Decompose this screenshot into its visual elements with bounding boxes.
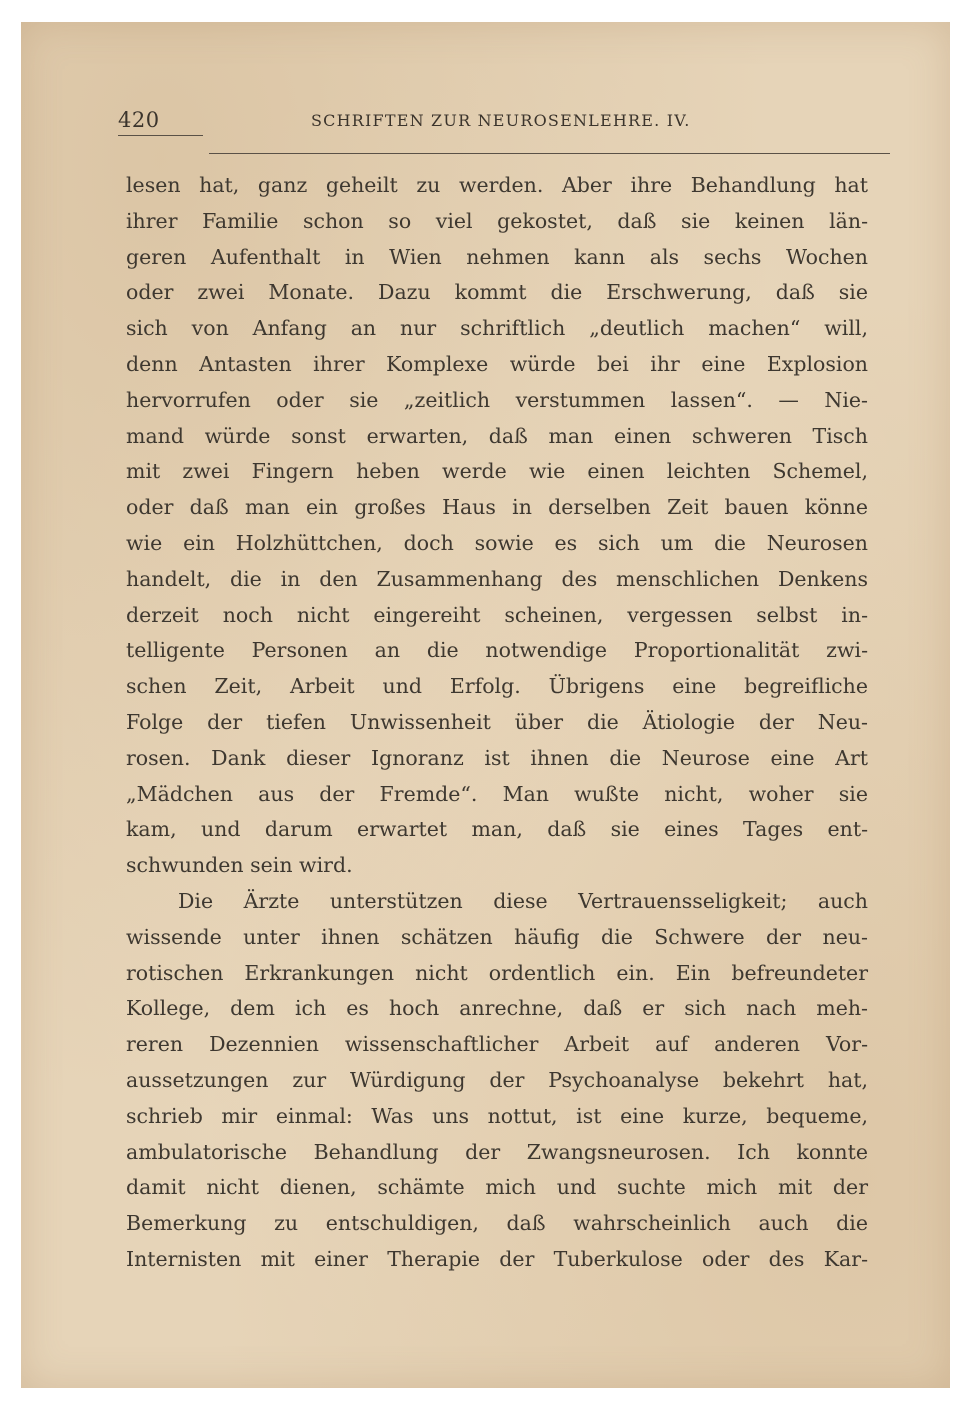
paragraph bbox=[126, 884, 868, 1278]
text-line: hervorrufen oder sie „zeitlich verstummen lassen“. — Nie- bbox=[126, 387, 868, 412]
text-line: kam, und darum erwartet man, daß sie eines Tages ent- bbox=[126, 817, 868, 842]
text-line: sich von Anfang an nur schriftlich „deutlich machen“ will, bbox=[126, 316, 868, 341]
text-line: wissende unter ihnen schätzen häufig die Schwere der neu- bbox=[126, 924, 868, 949]
running-title: SCHRIFTEN ZUR NEUROSENLEHRE. IV. bbox=[311, 111, 691, 130]
text-line: schrieb mir einmal: Was uns nottut, ist eine kurze, bequeme, bbox=[126, 1103, 868, 1128]
text-line: handelt, die in den Zusammenhang des menschlichen Denkens bbox=[126, 566, 868, 591]
text-line: damit nicht dienen, schämte mich und suchte mich mit der bbox=[126, 1175, 868, 1200]
text-line: wie ein Holzhüttchen, doch sowie es sich um die Neurosen bbox=[126, 530, 868, 555]
text-line: schwunden sein wird. bbox=[126, 853, 353, 878]
text-line: oder daß man ein großes Haus in derselben Zeit bauen könne bbox=[126, 495, 868, 520]
text-line: lesen hat, ganz geheilt zu werden. Aber ihre Behandlung hat bbox=[126, 173, 868, 197]
paragraph bbox=[126, 168, 868, 884]
header-rule-left bbox=[118, 135, 203, 136]
text-line: geren Aufenthalt in Wien nehmen kann als sechs Wochen bbox=[126, 244, 868, 269]
text-line: mand würde sonst erwarten, daß man einen schweren Tisch bbox=[126, 423, 868, 448]
text-line: Die Ärzte unterstützen diese Vertrauensseligkeit; auch bbox=[178, 888, 868, 913]
text-line: Internisten mit einer Therapie der Tuberkulose oder des Kar- bbox=[126, 1246, 868, 1271]
text-line: Kollege, dem ich es hoch anrechne, daß er sich nach meh- bbox=[126, 996, 868, 1021]
page-header bbox=[118, 108, 890, 136]
text-line: ihrer Familie schon so viel gekostet, daß sie keinen län- bbox=[126, 208, 868, 233]
text-line: rosen. Dank dieser Ignoranz ist ihnen die Neurose eine Art bbox=[126, 745, 868, 770]
text-line: reren Dezennien wissenschaftlicher Arbeit auf anderen Vor- bbox=[126, 1032, 868, 1057]
text-line: Bemerkung zu entschuldigen, daß wahrscheinlich auch die bbox=[126, 1211, 868, 1236]
text-line: „Mädchen aus der Fremde“. Man wußte nicht, woher sie bbox=[126, 781, 868, 806]
body-text bbox=[126, 168, 868, 1278]
text-line: Folge der tiefen Unwissenheit über die Ätiologie der Neu- bbox=[126, 709, 868, 734]
text-line: oder zwei Monate. Dazu kommt die Erschwerung, daß sie bbox=[126, 280, 868, 305]
text-line: telligente Personen an die notwendige Proportionalität zwi- bbox=[126, 638, 868, 663]
text-line: rotischen Erkrankungen nicht ordentlich ein. Ein befreundeter bbox=[126, 960, 868, 985]
page-number: 420 bbox=[118, 108, 160, 132]
text-line: mit zwei Fingern heben werde wie einen leichten Schemel, bbox=[126, 459, 868, 484]
header-rule-right bbox=[209, 153, 890, 154]
text-line: ambulatorische Behandlung der Zwangsneurosen. Ich konnte bbox=[126, 1139, 868, 1164]
text-line: derzeit noch nicht eingereiht scheinen, vergessen selbst in- bbox=[126, 602, 868, 627]
text-line: schen Zeit, Arbeit und Erfolg. Übrigens eine begreifliche bbox=[126, 674, 868, 699]
text-line: aussetzungen zur Würdigung der Psychoanalyse bekehrt hat, bbox=[126, 1067, 868, 1092]
text-line: denn Antasten ihrer Komplexe würde bei ihr eine Explosion bbox=[126, 351, 868, 376]
